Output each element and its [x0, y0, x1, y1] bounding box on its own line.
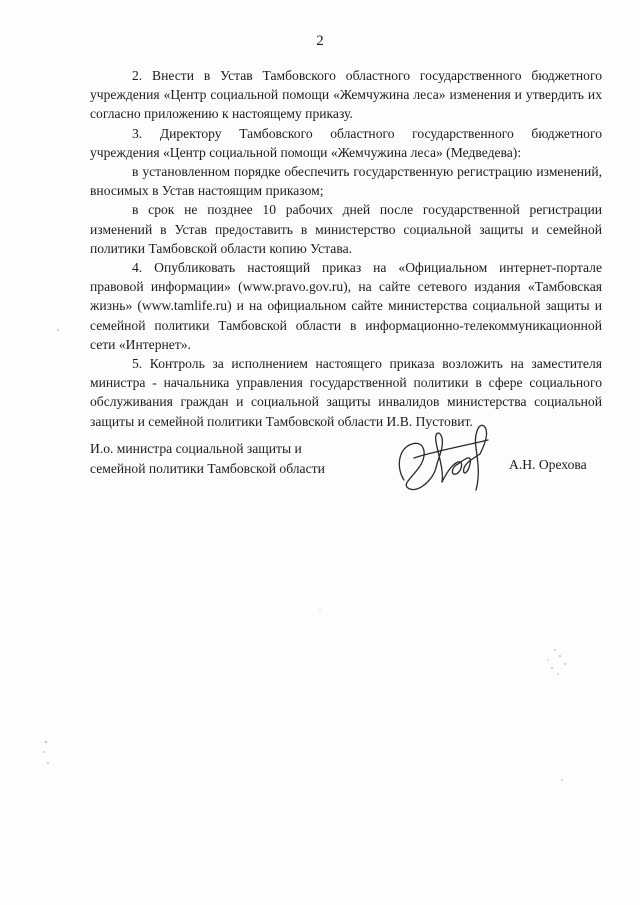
signatory-title — [90, 439, 390, 478]
paragraph-subitem-deadline: в срок не позднее 10 рабочих дней после государственной регистрации изменений в Устав предоставить в министерство социальной защиты и семейной политики Тамбовской области копию Устава. — [90, 202, 602, 256]
signatory-title-line-1: И.о. министра социальной защиты и — [90, 441, 302, 456]
paragraph-subitem-registration: в установленном порядке обеспечить государственную регистрацию изменений, вносимых в Устав настоящим приказом; — [90, 164, 602, 199]
paragraph-item-4: 4. Опубликовать настоящий приказ на «Официальном интернет-портале правовой информации» (www.pravo.gov.ru), на сайте сетевого издания «Тамбовская жизнь» (www.tamlife.ru) и на официальном сайте министерства социальной защиты и семейной политики Тамбовской области в информационно-телекоммуникационной сети «Интернет». — [90, 260, 602, 352]
signatory-name: А.Н. Орехова — [509, 457, 587, 472]
document-body — [90, 66, 602, 431]
signatory-title-line-2: семейной политики Тамбовской области — [90, 460, 325, 476]
handwritten-signature — [392, 418, 502, 498]
paragraph-item-2: 2. Внести в Устав Тамбовского областного государственного бюджетного учреждения «Центр социальной помощи «Жемчужина леса» изменения и утвердить их согласно приложению к настоящему приказу. — [90, 68, 602, 122]
page-number: 2 — [316, 33, 324, 49]
paragraph-item-3: 3. Директору Тамбовского областного государственного бюджетного учреждения «Центр социальной помощи «Жемчужина леса» (Медведева): — [90, 125, 602, 160]
paragraph-item-5: 5. Контроль за исполнением настоящего приказа возложить на заместителя министра - начальника управления государственной политики в сфере социального обслуживания граждан и социальной защиты инвалидов министерства социальной защиты и семейной политики Тамбовской области И.В. Пустовит. — [90, 356, 602, 429]
